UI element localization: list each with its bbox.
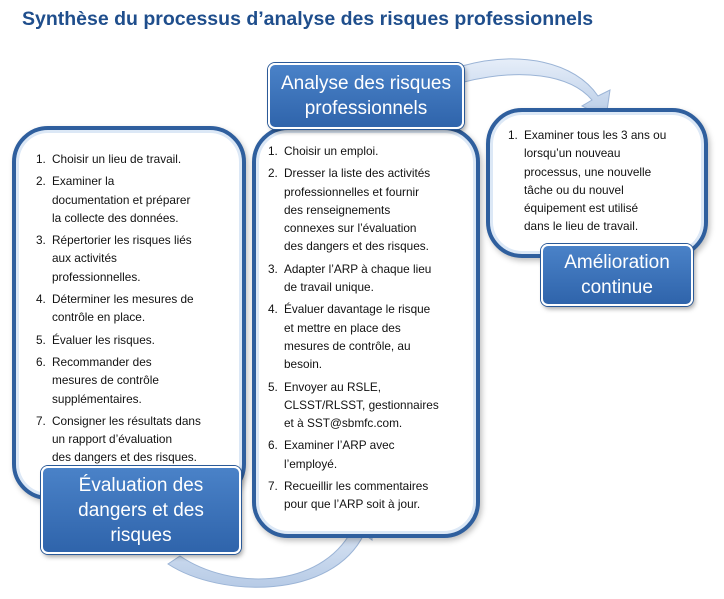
evaluation-step-text-line: professionnelles. xyxy=(52,269,141,284)
evaluation-step-item xyxy=(36,353,236,408)
amelioration-steps-panel xyxy=(486,108,708,258)
evaluation-step-number: 5. xyxy=(36,332,46,347)
amelioration-step-number: 1. xyxy=(508,128,518,142)
evaluation-heading xyxy=(78,473,204,548)
evaluation-step-text-line: mesures de contrôle xyxy=(52,373,159,388)
evaluation-step-number: 1. xyxy=(36,152,46,166)
evaluation-step-item xyxy=(36,231,236,286)
evaluation-step-text-line: la collecte des données. xyxy=(52,210,179,225)
evaluation-step-text-line: documentation et préparer xyxy=(52,192,191,207)
analyse-heading-box xyxy=(268,63,464,129)
evaluation-steps-list xyxy=(36,150,236,471)
analyse-step-number: 5. xyxy=(268,379,278,394)
analyse-step-text-line: mesures de contrôle, au xyxy=(284,338,411,353)
amelioration-step-item xyxy=(508,126,688,236)
amelioration-step-text-line: tâche ou du nouvel xyxy=(524,182,624,197)
analyse-heading-line: Analyse des risques xyxy=(280,73,452,94)
evaluation-step-text-line: contrôle en place. xyxy=(52,310,146,325)
evaluation-step-text-line: supplémentaires. xyxy=(52,391,142,406)
evaluation-step-text-line: Recommander des xyxy=(52,354,152,369)
analyse-step-number: 2. xyxy=(268,166,278,181)
evaluation-heading-line: Évaluation des xyxy=(78,474,204,496)
analyse-step-text-line: l’employé. xyxy=(284,456,338,471)
analyse-step-text-line: de travail unique. xyxy=(284,280,374,295)
evaluation-step-number: 2. xyxy=(36,174,46,189)
analyse-step-item xyxy=(268,260,464,297)
analyse-step-text-line: Adapter l’ARP à chaque lieu xyxy=(284,261,432,276)
analyse-step-item xyxy=(268,164,464,255)
amelioration-steps-list xyxy=(508,126,688,240)
analyse-step-number: 7. xyxy=(268,479,278,494)
amelioration-step-text-line: lorsqu’un nouveau xyxy=(524,146,621,161)
analyse-step-text-line: professionnelles et fournir xyxy=(284,184,420,199)
amelioration-step-text-line: équipement est utilisé xyxy=(524,201,639,216)
analyse-step-text-line: Dresser la liste des activités xyxy=(284,166,431,181)
evaluation-step-item xyxy=(36,412,236,467)
diagram-title: Synthèse du processus d’analyse des risques professionnels xyxy=(22,8,594,30)
analyse-step-text-line: Examiner l’ARP avec xyxy=(284,438,395,453)
amelioration-heading xyxy=(564,250,670,300)
analyse-step-text-line: Évaluer davantage le risque xyxy=(284,302,431,317)
evaluation-step-text-line: des dangers et des risques. xyxy=(52,450,197,465)
evaluation-heading-box xyxy=(41,466,241,554)
evaluation-step-text-line: Déterminer les mesures de xyxy=(52,292,194,307)
analyse-step-text-line: Envoyer au RSLE, xyxy=(284,379,382,394)
evaluation-step-text-line: Consigner les résultats dans xyxy=(52,413,201,428)
amelioration-heading-box xyxy=(541,244,693,306)
analyse-step-text-line: Choisir un emploi. xyxy=(284,144,379,158)
evaluation-steps-panel xyxy=(12,126,246,500)
evaluation-step-item xyxy=(36,331,236,349)
analyse-heading xyxy=(281,71,451,121)
analyse-step-number: 3. xyxy=(268,261,278,276)
analyse-step-item xyxy=(268,300,464,373)
evaluation-step-item xyxy=(36,290,236,327)
amelioration-heading-line: Amélioration xyxy=(564,252,670,273)
analyse-step-text-line: Recueillir les commentaires xyxy=(284,479,429,494)
analyse-step-text-line: des dangers et des risques. xyxy=(284,239,429,254)
amelioration-step-text-line: Examiner tous les 3 ans ou xyxy=(524,128,667,142)
evaluation-step-item xyxy=(36,150,236,168)
analyse-step-number: 6. xyxy=(268,438,278,453)
evaluation-step-item xyxy=(36,172,236,227)
evaluation-heading-line: risques xyxy=(110,524,172,546)
analyse-step-text-line: CLSST/RLSST, gestionnaires xyxy=(284,397,439,412)
analyse-step-text-line: besoin. xyxy=(284,357,323,372)
analyse-step-item xyxy=(268,436,464,473)
amelioration-step-text-line: dans le lieu de travail. xyxy=(524,219,639,234)
evaluation-step-text-line: un rapport d’évaluation xyxy=(52,432,173,447)
analyse-step-number: 1. xyxy=(268,144,278,158)
analyse-heading-line: professionnels xyxy=(304,98,428,119)
analyse-step-text-line: pour que l’ARP soit à jour. xyxy=(284,497,421,512)
evaluation-step-text-line: Choisir un lieu de travail. xyxy=(52,152,182,166)
evaluation-step-text-line: Examiner la xyxy=(52,174,115,189)
analyse-steps-list xyxy=(268,142,464,518)
evaluation-heading-line: dangers et des xyxy=(78,499,204,521)
evaluation-step-number: 6. xyxy=(36,354,46,369)
amelioration-step-text-line: processus, une nouvelle xyxy=(524,164,652,179)
analyse-step-item xyxy=(268,477,464,514)
analyse-step-item xyxy=(268,378,464,433)
evaluation-step-number: 3. xyxy=(36,233,46,248)
evaluation-step-text-line: Répertorier les risques liés xyxy=(52,233,192,248)
analyse-step-text-line: et mettre en place des xyxy=(284,320,401,335)
evaluation-step-number: 7. xyxy=(36,413,46,428)
analyse-steps-panel xyxy=(252,126,480,538)
analyse-step-text-line: connexes sur l’évaluation xyxy=(284,221,417,236)
analyse-step-number: 4. xyxy=(268,302,278,317)
amelioration-heading-line: continue xyxy=(581,277,653,298)
analyse-step-item xyxy=(268,142,464,160)
evaluation-step-text-line: aux activités xyxy=(52,251,117,266)
analyse-step-text-line: et à SST@sbmfc.com. xyxy=(284,416,403,431)
analyse-step-text-line: des renseignements xyxy=(284,202,391,217)
evaluation-step-number: 4. xyxy=(36,292,46,307)
evaluation-step-text-line: Évaluer les risques. xyxy=(52,332,155,347)
